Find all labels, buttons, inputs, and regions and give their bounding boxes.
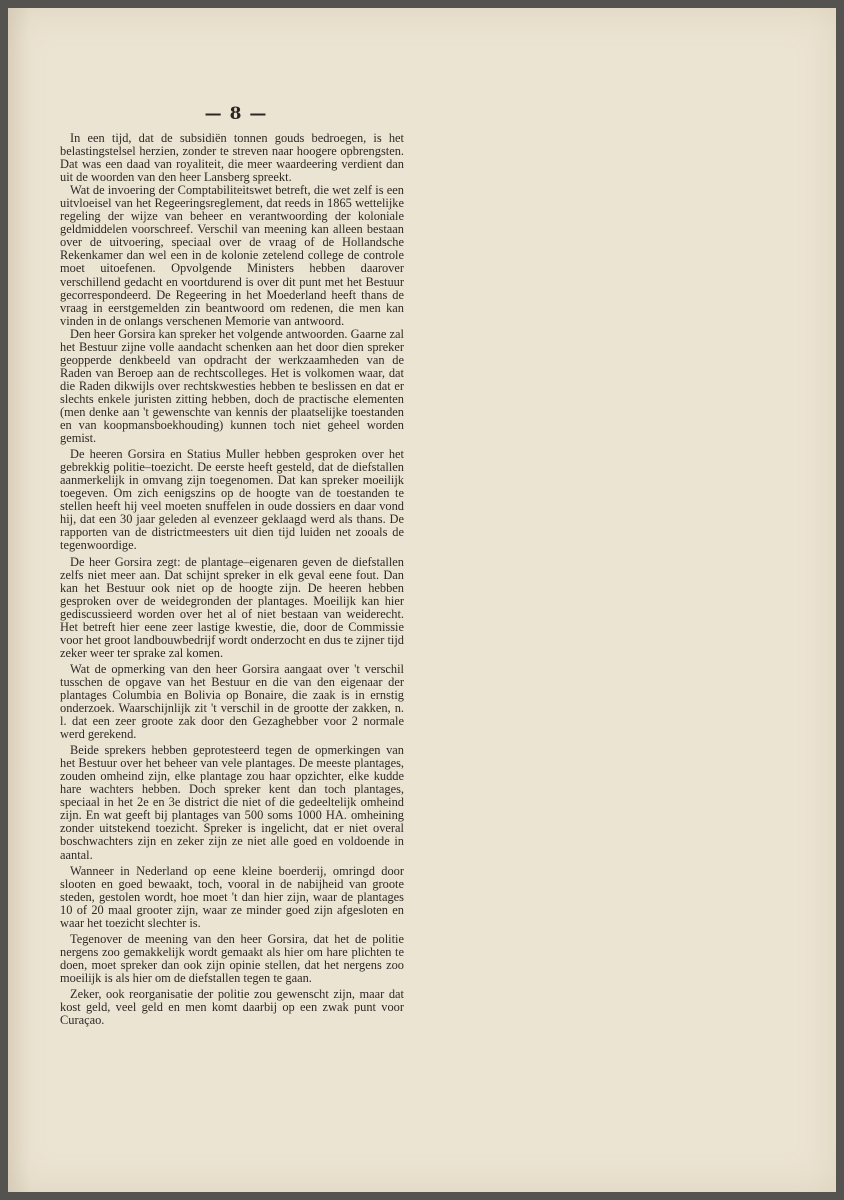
paragraph: Wanneer in Nederland op eene kleine boerderij, omringd door slooten en goed bewaakt, toch, vooral in de nabijheid van groote steden, gestolen wordt, hoe moet 't dan hier zijn, waar de plantages 10 of 20 maal grooter zijn, waar ze minder goed zijn afgesloten en waar het toezicht slechter is. [60,863,404,930]
paragraph: Wat de opmerking van den heer Gorsira aangaat over 't verschil tusschen de opgave van het Bestuur en die van den eigenaar der plantages Columbia en Bolivia op Bonaire, die zaak is in ernstig onderzoek. Waarschijnlijk zit 't verschil in de grootte der zakken, n. l. dat een zeer groote zak door den Gezaghebber voor 2 normale werd gerekend. [60,661,404,742]
paragraph: De heer Gorsira zegt: de plantage–eigenaren geven de diefstallen zelfs niet meer aan. Dat schijnt spreker in elk geval eene fout. Dan kan het Bestuur ook niet op de hoogte zijn. De heeren hebben gesproken over de weidegronden der plantages. Moeilijk kan hier gediscussieerd worden over het al of niet bestaan van weiderecht. Het betreft hier eene zeer lastige kwestie, die, door de Commissie voor het groot landbouwbedrijf wordt onderzocht en dus te zijner tijd zeker weer ter sprake zal komen. [60,554,404,660]
body-text [60,132,404,1027]
paragraph: Den heer Gorsira kan spreker het volgende antwoorden. Gaarne zal het Bestuur zijne volle aandacht schenken aan het door dien spreker geopperde denkbeeld van opdracht der werkzaamheden van de Raden van Beroep aan de rechtscolleges. Het is volkomen waar, dat die Raden dikwijls over rechtskwesties hebben te beslissen en dat er slechts enkele juristen zitting hebben, doch de practische elementen (men denke aan 't gewenschte van kennis der plaatselijke toestanden en van koopmansboekhouding) kunnen toch niet geheel worden gemist. [60,326,404,446]
paragraph: Tegenover de meening van den heer Gorsira, dat het de politie nergens zoo gemakkelijk wordt gemaakt als hier om hare plichten te doen, moet spreker dan ook zijn opinie stellen, dat het nergens zoo moeilijk is als hier om de diefstallen tegen te gaan. [60,931,404,985]
page-number: — 8 — [204,104,268,124]
paragraph: In een tijd, dat de subsidiën tonnen gouds bedroegen, is het belastingstelsel herzien, zonder te streven naar hoogere opbrengsten. Dat was een daad van royaliteit, die meer waardeering verdient dan uit de woorden van den heer Lansberg spreekt. [60,131,404,185]
paragraph: Zeker, ook reorganisatie der politie zou gewenscht zijn, maar dat kost geld, veel geld en men komt daarbij op een zwak punt voor Curaçao. [60,987,404,1028]
paragraph: De heeren Gorsira en Statius Muller hebben gesproken over het gebrekkig politie–toezicht. De eerste heeft gesteld, dat de diefstallen aanmerkelijk in omvang zijn toegenomen. Dat kan spreker moeilijk toegeven. Om zich eenigszins op de hoogte van de toestanden te stellen heeft hij veel moeten snuffelen in oude dossiers en daar vond hij, dat een 30 jaar geleden al evenzeer geklaagd werd als thans. De rapporten van de districtmeesters uit dien tijd luiden net zooals de tegenwoordige. [60,447,404,553]
paragraph: Beide sprekers hebben geprotesteerd tegen de opmerkingen van het Bestuur over het beheer van vele plantages. De meeste plantages, zouden omheind zijn, elke plantage zou haar opzichter, elke kudde hare wachters hebben. Doch spreker kent dan toch plantages, speciaal in het 2e en 3e district die niet of die gedeeltelijk omheind zijn. En wat geeft bij plantages van 500 soms 1000 HA. omheining zonder uitstekend toezicht. Spreker is ingelicht, dat er niet overal boschwachters zijn en zeker zijn ze niet alle goed en voldoende in aantal. [60,743,404,862]
paragraph: Wat de invoering der Comptabiliteitswet betreft, die wet zelf is een uitvloeisel van het Regeeringsreglement, dat reeds in 1865 wettelijke regeling der wijze van beheer en verantwoording der koloniale geldmiddelen voorschreef. Verschil van meening kan alleen bestaan over de uitvoering, speciaal over de vraag of de Hollandsche Rekenkamer dan wel een in de kolonie zetelend college de controle moet uitoefenen. Opvolgende Ministers hebben daarover verschillend gedacht en voortdurend is over dit punt met het Bestuur gecorrespondeerd. De Regeering in het Moederland heeft thans de vraag in eerstgemelden zin beantwoord om redenen, die men kan vinden in de onlangs verschenen Memorie van antwoord. [60,183,404,328]
document-page [8,8,836,1192]
